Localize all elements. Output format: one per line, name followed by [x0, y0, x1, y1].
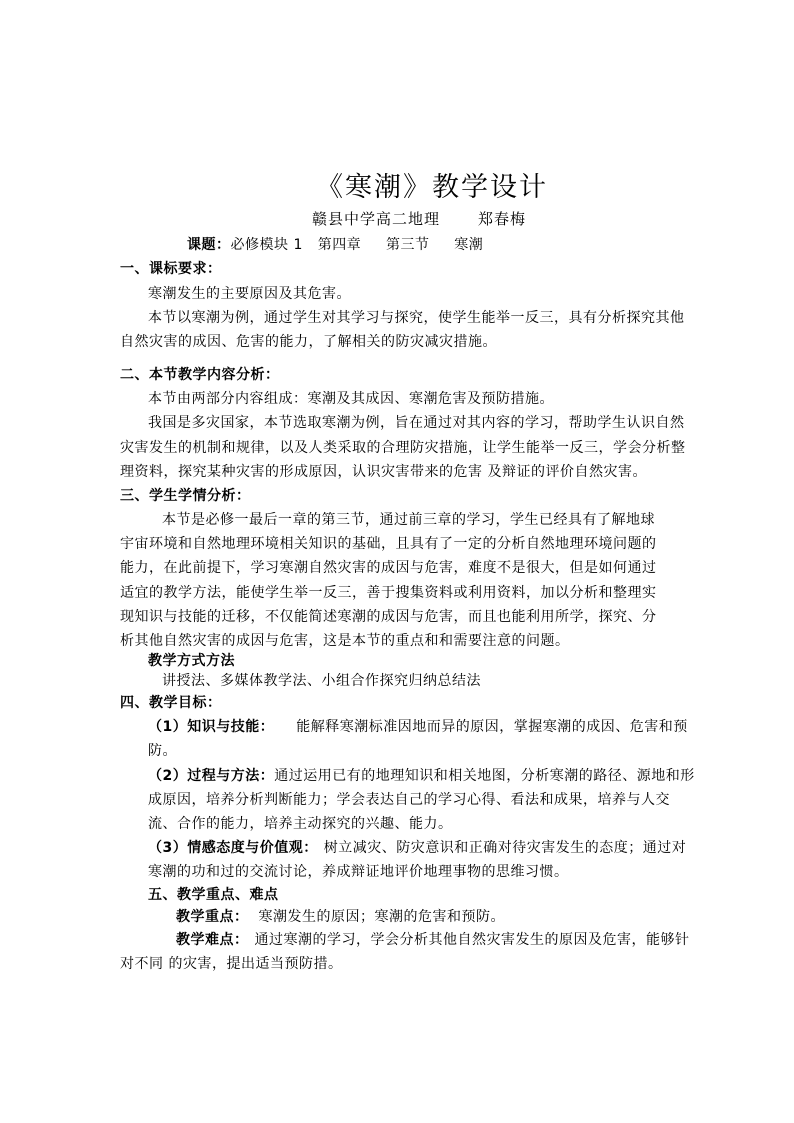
key-point-line: [176, 906, 505, 928]
s2-paragraph-2-line-1: 我国是多灾国家，本节选取寒潮为例，旨在通过对其内容的学习，帮助学生认识自然: [148, 415, 685, 431]
author-name: 郑春梅: [478, 210, 527, 228]
goal-2-label: （2）过程与方法：: [148, 768, 275, 784]
goal-3-line-2: 寒潮的功和过的交流讨论，养成辩证地评价地理事物的思维习惯。: [148, 864, 569, 880]
s3-line-4: 适宜的教学方法，能使学生举一反三，善于搜集资料或利用资料，加以分析和整理实: [120, 585, 657, 601]
goal-3-label: （3）情感态度与价值观：: [148, 840, 318, 856]
s1-paragraph-2-line-1: 本节以寒潮为例，通过学生对其学习与探究，使学生能举一反三，具有分析探究其他: [148, 310, 685, 326]
goal-1-line-1: [148, 716, 688, 738]
difficulty-line-1: [176, 929, 690, 951]
goal-1-label: （1）知识与技能：: [148, 719, 275, 735]
s2-paragraph-1: 本节由两部分内容组成：寒潮及其成因、寒潮危害及预防措施。: [148, 391, 554, 407]
teaching-method-heading: 教学方式方法: [148, 653, 235, 669]
goal-2-text: 通过运用已有的地理知识和相关地图，分析寒潮的路径、源地和形: [274, 768, 695, 784]
topic-line: [187, 234, 483, 256]
topic-label: 课题：: [187, 237, 231, 253]
section-2-heading: 二、本节教学内容分析：: [120, 367, 280, 383]
document-title: 《寒潮》教学设计: [316, 172, 548, 203]
key-point-label: 教学重点：: [176, 909, 249, 925]
section-4-heading: 四、教学目标：: [120, 695, 222, 711]
topic-value: 必修模块 1 第四章 第三节 寒潮: [230, 237, 484, 253]
author-line: [312, 208, 526, 230]
s1-paragraph-1: 寒潮发生的主要原因及其危害。: [148, 286, 351, 302]
difficulty-text: 通过寒潮的学习，学会分析其他自然灾害发生的原因及危害，能够针: [254, 932, 690, 948]
goal-1-line-2: 防。: [148, 743, 177, 759]
goal-1-text: 能解释寒潮标准因地而异的原因，掌握寒潮的成因、危害和预: [296, 719, 688, 735]
s3-line-5: 现知识与技能的迁移，不仅能简述寒潮的成因与危害，而且也能利用所学，探究、分: [120, 609, 657, 625]
s3-line-2: 宇宙环境和自然地理环境相关知识的基础，且具有了一定的分析自然地理环境问题的: [120, 536, 657, 552]
difficulty-label: 教学难点：: [176, 932, 249, 948]
s3-line-6: 析其他自然灾害的成因与危害，这是本节的重点和和需要注意的问题。: [120, 633, 570, 649]
difficulty-line-2: 对不同 的灾害，提出适当预防措。: [120, 956, 343, 972]
goal-2-line-3: 流、合作的能力，培养主动探究的兴趣、能力。: [148, 816, 453, 832]
section-3-heading: 三、学生学情分析：: [120, 488, 251, 504]
section-5-heading: 五、教学重点、难点: [148, 887, 279, 903]
key-point-text: 寒潮发生的原因；寒潮的危害和预防。: [258, 909, 505, 925]
goal-3-line-1: [148, 837, 686, 859]
s2-paragraph-2-line-3: 理资料，探究某种灾害的形成原因，认识灾害带来的危害 及辩证的评价自然灾害。: [120, 464, 647, 480]
goal-3-text: 树立减灾、防灾意识和正确对待灾害发生的态度；通过对: [323, 840, 687, 856]
s1-paragraph-2-line-2: 自然灾害的成因、危害的能力，了解相关的防灾减灾措施。: [120, 334, 497, 350]
goal-2-line-1: [148, 765, 695, 787]
s3-line-3: 能力，在此前提下，学习寒潮自然灾害的成因与危害，难度不是很大，但是如何通过: [120, 560, 657, 576]
section-1-heading: 一、课标要求：: [120, 261, 222, 277]
s2-paragraph-2-line-2: 灾害发生的机制和规律，以及人类采取的合理防灾措施，让学生能举一反三，学会分析整: [120, 440, 686, 456]
teaching-method-text: 讲授法、多媒体教学法、小组合作探究归纳总结法: [162, 673, 481, 689]
author-school: 赣县中学高二地理: [312, 210, 441, 228]
s3-line-1: 本节是必修一最后一章的第三节，通过前三章的学习，学生已经具有了解地球: [162, 512, 655, 528]
goal-2-line-2: 成原因，培养分析判断能力；学会表达自己的学习心得、看法和成果，培养与人交: [148, 792, 670, 808]
